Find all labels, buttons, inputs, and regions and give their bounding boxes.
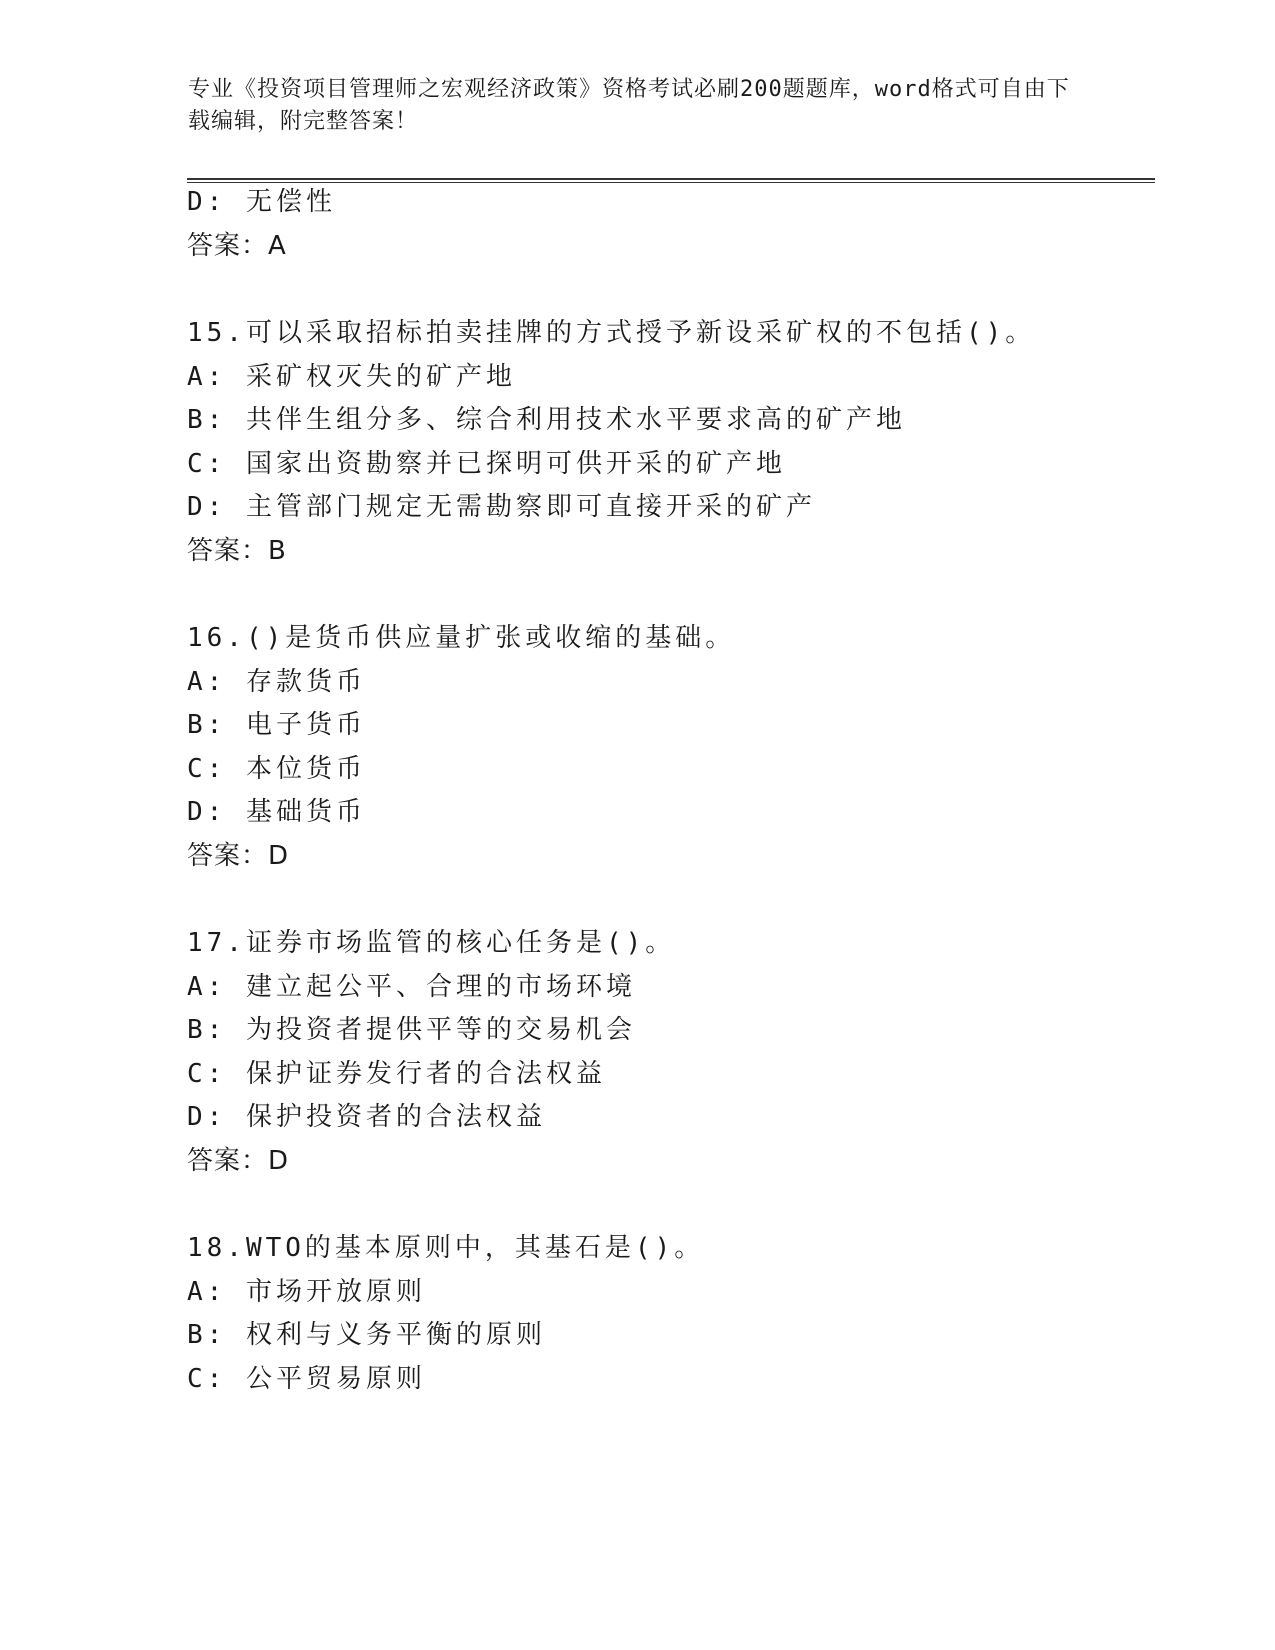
question-16-option-c: C: 本位货币 [187, 754, 366, 784]
question-15-stem: 15.可以采取招标拍卖挂牌的方式授予新设采矿权的不包括()。 [187, 318, 1036, 348]
question-15-option-a: A: 采矿权灭失的矿产地 [187, 362, 516, 392]
question-18-option-c: C: 公平贸易原则 [187, 1364, 426, 1394]
question-17-option-b: B: 为投资者提供平等的交易机会 [187, 1015, 636, 1045]
question-16-stem: 16.()是货币供应量扩张或收缩的基础。 [187, 623, 736, 653]
question-16-option-a: A: 存款货币 [187, 667, 366, 697]
question-17-answer: 答案：D [187, 1146, 290, 1176]
question-16-answer: 答案：D [187, 841, 290, 871]
question-15-option-d: D: 主管部门规定无需勘察即可直接开采的矿产 [187, 492, 816, 522]
answer-line: 答案：A [187, 231, 287, 261]
question-18-option-b: B: 权利与义务平衡的原则 [187, 1320, 546, 1350]
question-16-option-b: B: 电子货币 [187, 710, 366, 740]
question-15-option-c: C: 国家出资勘察并已探明可供开采的矿产地 [187, 449, 786, 479]
question-17-option-c: C: 保护证券发行者的合法权益 [187, 1059, 606, 1089]
question-18-stem: 18.WTO的基本原则中，其基石是()。 [187, 1233, 705, 1263]
question-17-option-a: A: 建立起公平、合理的市场环境 [187, 972, 636, 1002]
question-15-answer: 答案：B [187, 536, 287, 566]
header-divider-thick [187, 178, 1155, 180]
header-divider-thin [187, 182, 1155, 183]
question-16-option-d: D: 基础货币 [187, 797, 366, 827]
question-15-option-b: B: 共伴生组分多、综合利用技术水平要求高的矿产地 [187, 405, 906, 435]
document-header: 专业《投资项目管理师之宏观经济政策》资格考试必刷200题题库，word格式可自由下载编辑，附完整答案！ [188, 77, 1070, 134]
option-d: D: 无偿性 [187, 187, 336, 217]
question-18-option-a: A: 市场开放原则 [187, 1277, 426, 1307]
question-17-stem: 17.证券市场监管的核心任务是()。 [187, 928, 676, 958]
question-17-option-d: D: 保护投资者的合法权益 [187, 1102, 546, 1132]
